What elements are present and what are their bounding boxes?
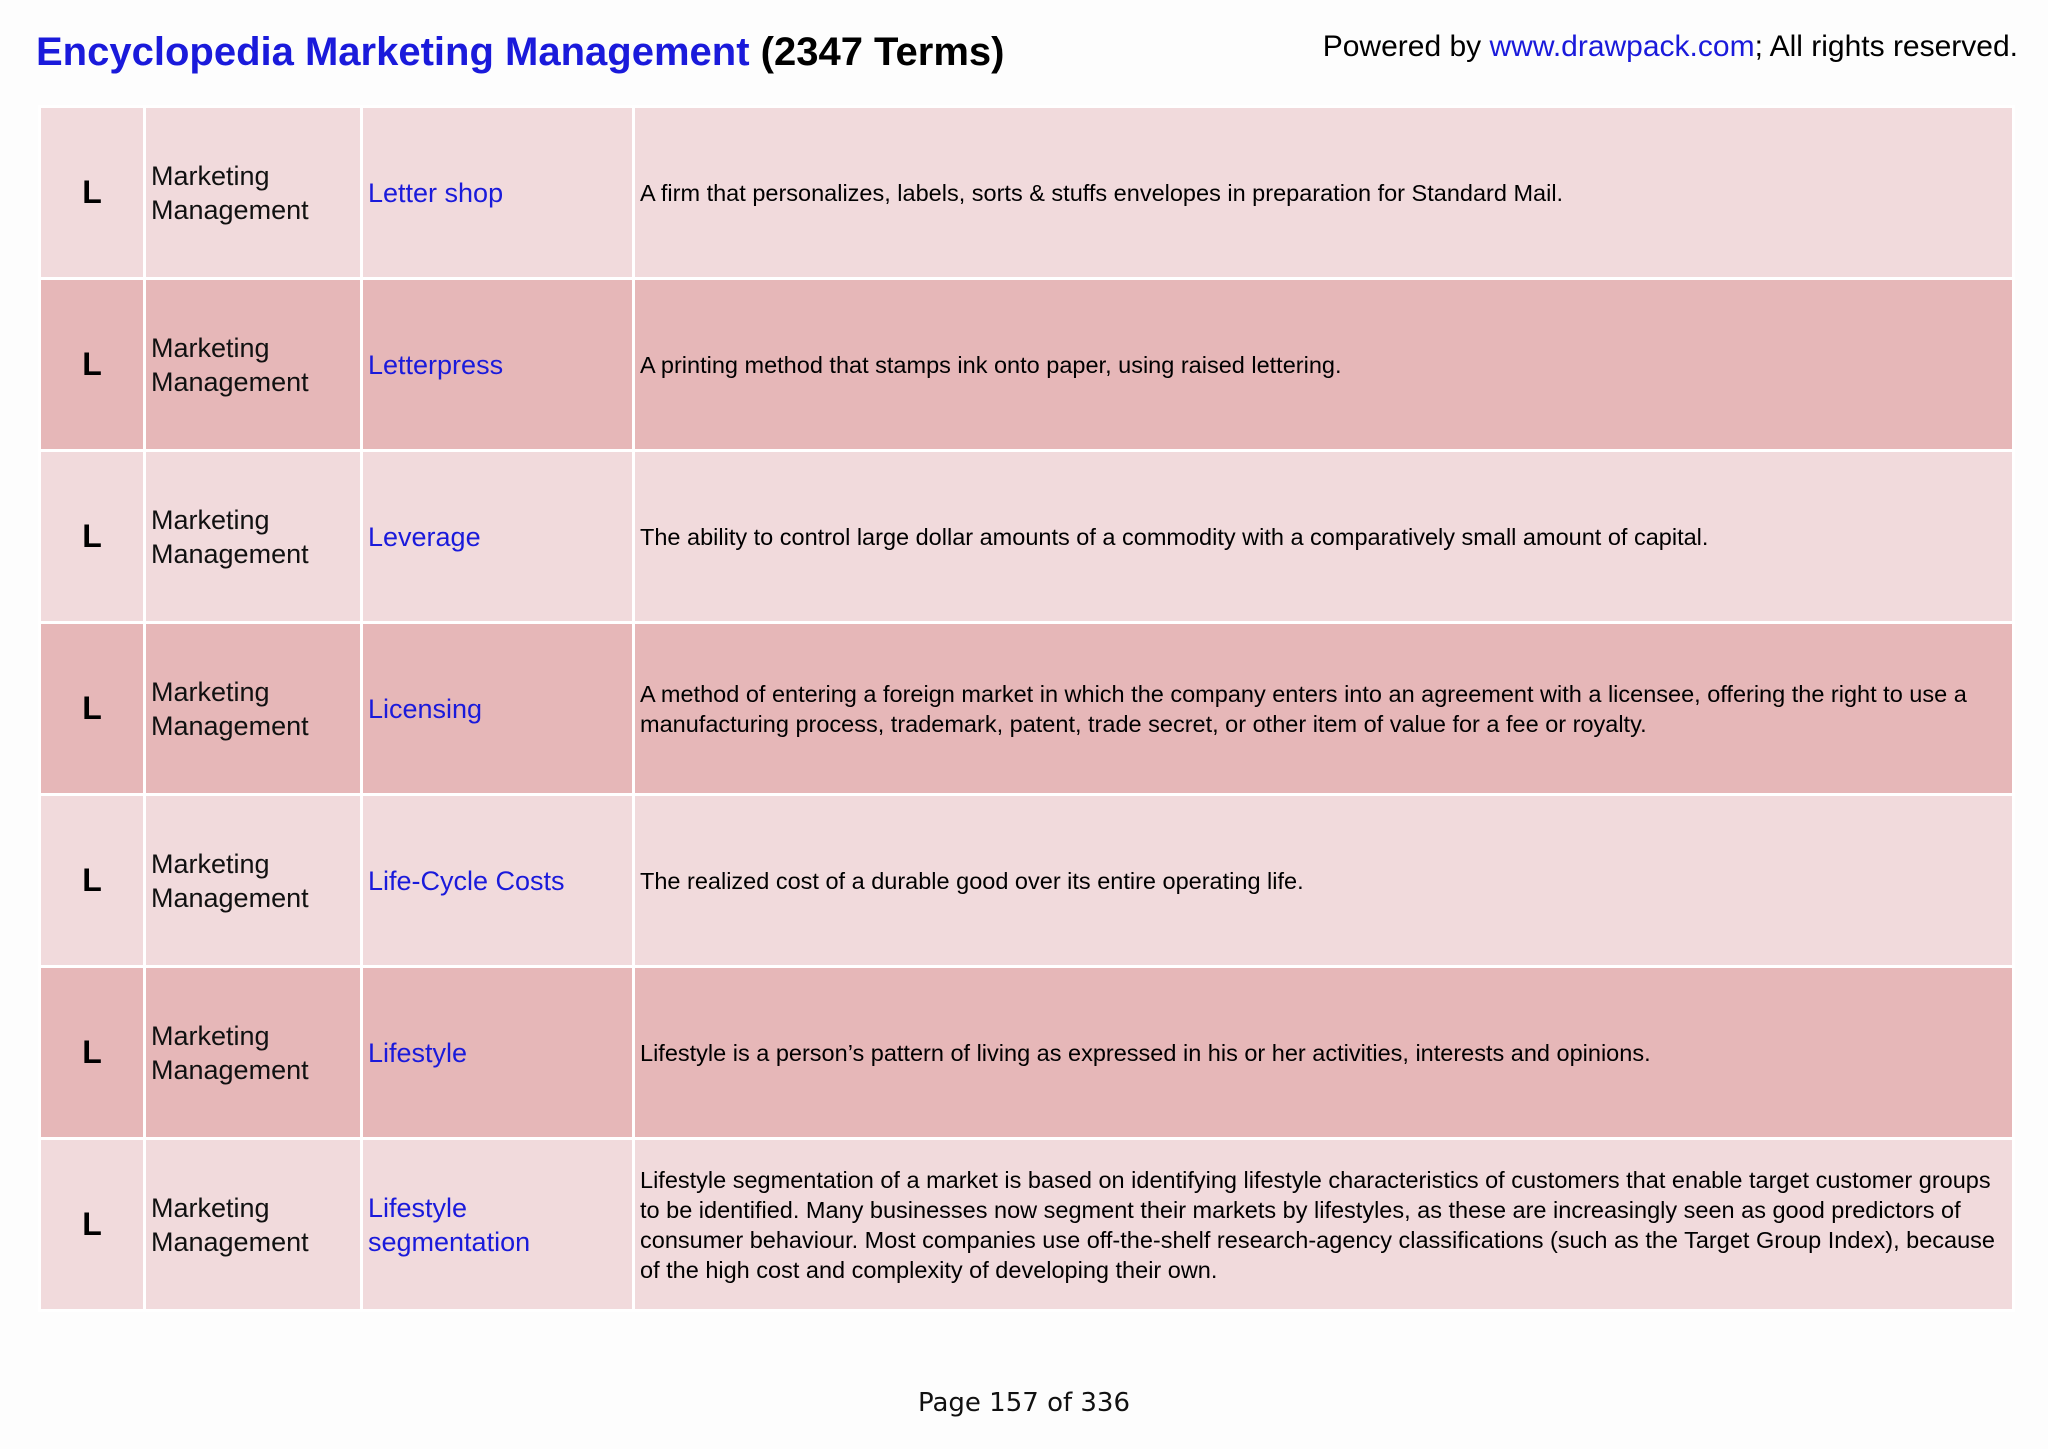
category-cell: Marketing Management	[145, 451, 362, 623]
powered-by-prefix: Powered by	[1322, 30, 1490, 63]
table-row	[40, 623, 2014, 795]
page-number: Page 157 of 336	[917, 1388, 1131, 1418]
definition-cell: The realized cost of a durable good over its entire operating life.	[634, 795, 2014, 967]
term-link[interactable]: Licensing	[362, 623, 634, 795]
category-cell: Marketing Management	[145, 107, 362, 279]
page-title	[36, 30, 1004, 75]
letter-cell: L	[40, 1139, 145, 1311]
category-cell: Marketing Management	[145, 795, 362, 967]
letter-cell: L	[40, 967, 145, 1139]
terms-table	[38, 105, 2015, 1312]
letter-cell: L	[40, 279, 145, 451]
powered-by-notice	[1323, 30, 2018, 64]
rights-reserved-text: ; All rights reserved.	[1754, 30, 2018, 63]
definition-cell: A printing method that stamps ink onto paper, using raised lettering.	[634, 279, 2014, 451]
table-row	[40, 1139, 2014, 1311]
term-count: (2347 Terms)	[760, 30, 1005, 74]
term-link[interactable]: Letterpress	[362, 279, 634, 451]
letter-cell: L	[40, 107, 145, 279]
category-cell: Marketing Management	[145, 279, 362, 451]
term-link[interactable]: Letter shop	[362, 107, 634, 279]
category-cell: Marketing Management	[145, 623, 362, 795]
definition-cell: Lifestyle segmentation of a market is based on identifying lifestyle characteristics of customers that enable target customer groups to be identified. Many businesses now segment their markets by lifestyles, as these are increasingly seen as good predictors of consumer behaviour. Most companies use off-the-shelf research-agency classifications (such as the Target Group Index), because of the high cost and complexity of developing their own.	[634, 1139, 2014, 1311]
letter-cell: L	[40, 795, 145, 967]
table-row	[40, 451, 2014, 623]
table-row	[40, 279, 2014, 451]
encyclopedia-title-link[interactable]: Encyclopedia Marketing Management	[36, 30, 750, 74]
term-link[interactable]: Lifestyle	[362, 967, 634, 1139]
definition-cell: A method of entering a foreign market in which the company enters into an agreement with a licensee, offering the right to use a manufacturing process, trademark, patent, trade secret, or other item of value for a fee or royalty.	[634, 623, 2014, 795]
definition-cell: Lifestyle is a person’s pattern of living as expressed in his or her activities, interests and opinions.	[634, 967, 2014, 1139]
term-link[interactable]: Life-Cycle Costs	[362, 795, 634, 967]
drawpack-site-link[interactable]: www.drawpack.com	[1489, 30, 1755, 63]
letter-cell: L	[40, 623, 145, 795]
table-row	[40, 967, 2014, 1139]
letter-cell: L	[40, 451, 145, 623]
table-row	[40, 107, 2014, 279]
table-row	[40, 795, 2014, 967]
definition-cell: The ability to control large dollar amounts of a commodity with a comparatively small amount of capital.	[634, 451, 2014, 623]
category-cell: Marketing Management	[145, 967, 362, 1139]
category-cell: Marketing Management	[145, 1139, 362, 1311]
term-link[interactable]: Leverage	[362, 451, 634, 623]
term-link[interactable]: Lifestyle segmentation	[362, 1139, 634, 1311]
definition-cell: A firm that personalizes, labels, sorts & stuffs envelopes in preparation for Standard Mail.	[634, 107, 2014, 279]
